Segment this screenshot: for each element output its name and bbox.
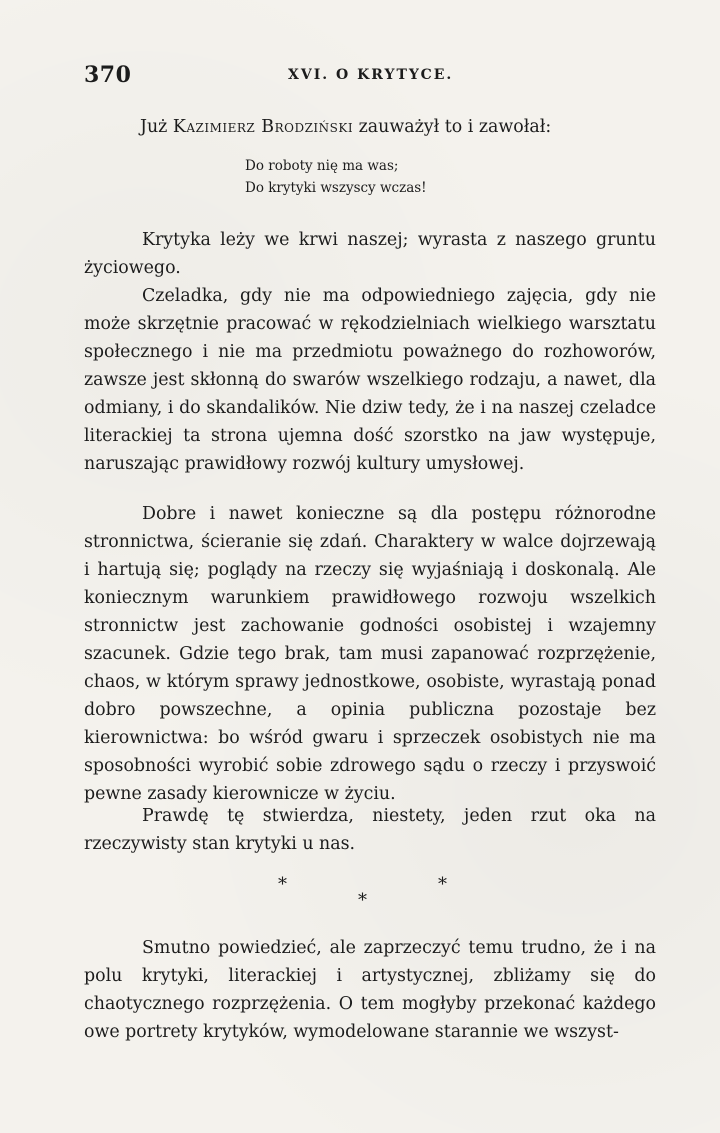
paragraph-1: Krytyka leży we krwi naszej; wyrasta z naszego gruntu życiowego.	[84, 230, 656, 278]
intro-line	[140, 113, 660, 141]
separator-star-center: *	[358, 890, 367, 911]
verse-line-2: Do krytyki wszyscy wczas!	[245, 180, 427, 196]
intro-author-name: Kazimierz Brodziński	[172, 117, 354, 137]
paragraph-4: Prawdę tę stwierdza, niestety, jeden rzut oka na rzeczywisty stan krytyki u nas.	[84, 806, 656, 854]
paragraph-2: Czeladka, gdy nie ma odpowiedniego zajęcia, gdy nie może skrzętnie pracować w rękodzielniach wielkiego warsztatu społecznego i nie ma przedmiotu poważnego do rozhoworów, zawsze jest skłonną do swarów wszelkiego rodzaju, a nawet, dla odmiany, i do skandalików. Nie dziw tedy, że i na naszej czeladce literackiej ta strona ujemna dość szorstko na jaw występuje, naruszając prawidłowy rozwój kultury umysłowej.	[84, 286, 656, 474]
page-header	[84, 62, 654, 92]
running-head: XVI. O KRYTYCE.	[288, 67, 454, 83]
paragraph-5: Smutno powiedzieć, ale zaprzeczyć temu trudno, że i na polu krytyki, literackiej i artystycznej, zbliżamy się do chaotycznego rozprzężenia. O tem mogłyby przekonać każdego owe portrety krytyków, wymodelowane starannie we wszyst-	[84, 938, 656, 1042]
verse-line-1: Do roboty nię ma was;	[245, 158, 399, 174]
intro-before: Już	[140, 117, 173, 137]
section-separator	[260, 874, 470, 914]
paragraph-3: Dobre i nawet konieczne są dla postępu różnorodne stronnictwa, ścieranie się zdań. Charaktery w walce dojrzewają i hartują się; poglądy na rzeczy się wyjaśniają i doskonalą. Ale koniecznym warunkiem prawidłowego rozwoju wszelkich stronnictw jest zachowanie godności osobistej i wzajemny szacunek. Gdzie tego brak, tam musi zapanować rozprzężenie, chaos, w którym sprawy jednostkowe, osobiste, wyrastają ponad dobro powszechne, a opinia publiczna pozostaje bez kierownictwa: bo wśród gwaru i sprzeczek osobistych nie ma sposobności wyrobić sobie zdrowego sądu o rzeczy i przyswoić pewne zasady kierownicze w życiu.	[84, 504, 656, 804]
separator-star-left: *	[278, 874, 287, 895]
page-number: 370	[84, 62, 132, 88]
separator-star-right: *	[438, 874, 447, 895]
intro-after: zauważył to i zawołał:	[353, 117, 552, 137]
verse-quote	[245, 155, 427, 199]
